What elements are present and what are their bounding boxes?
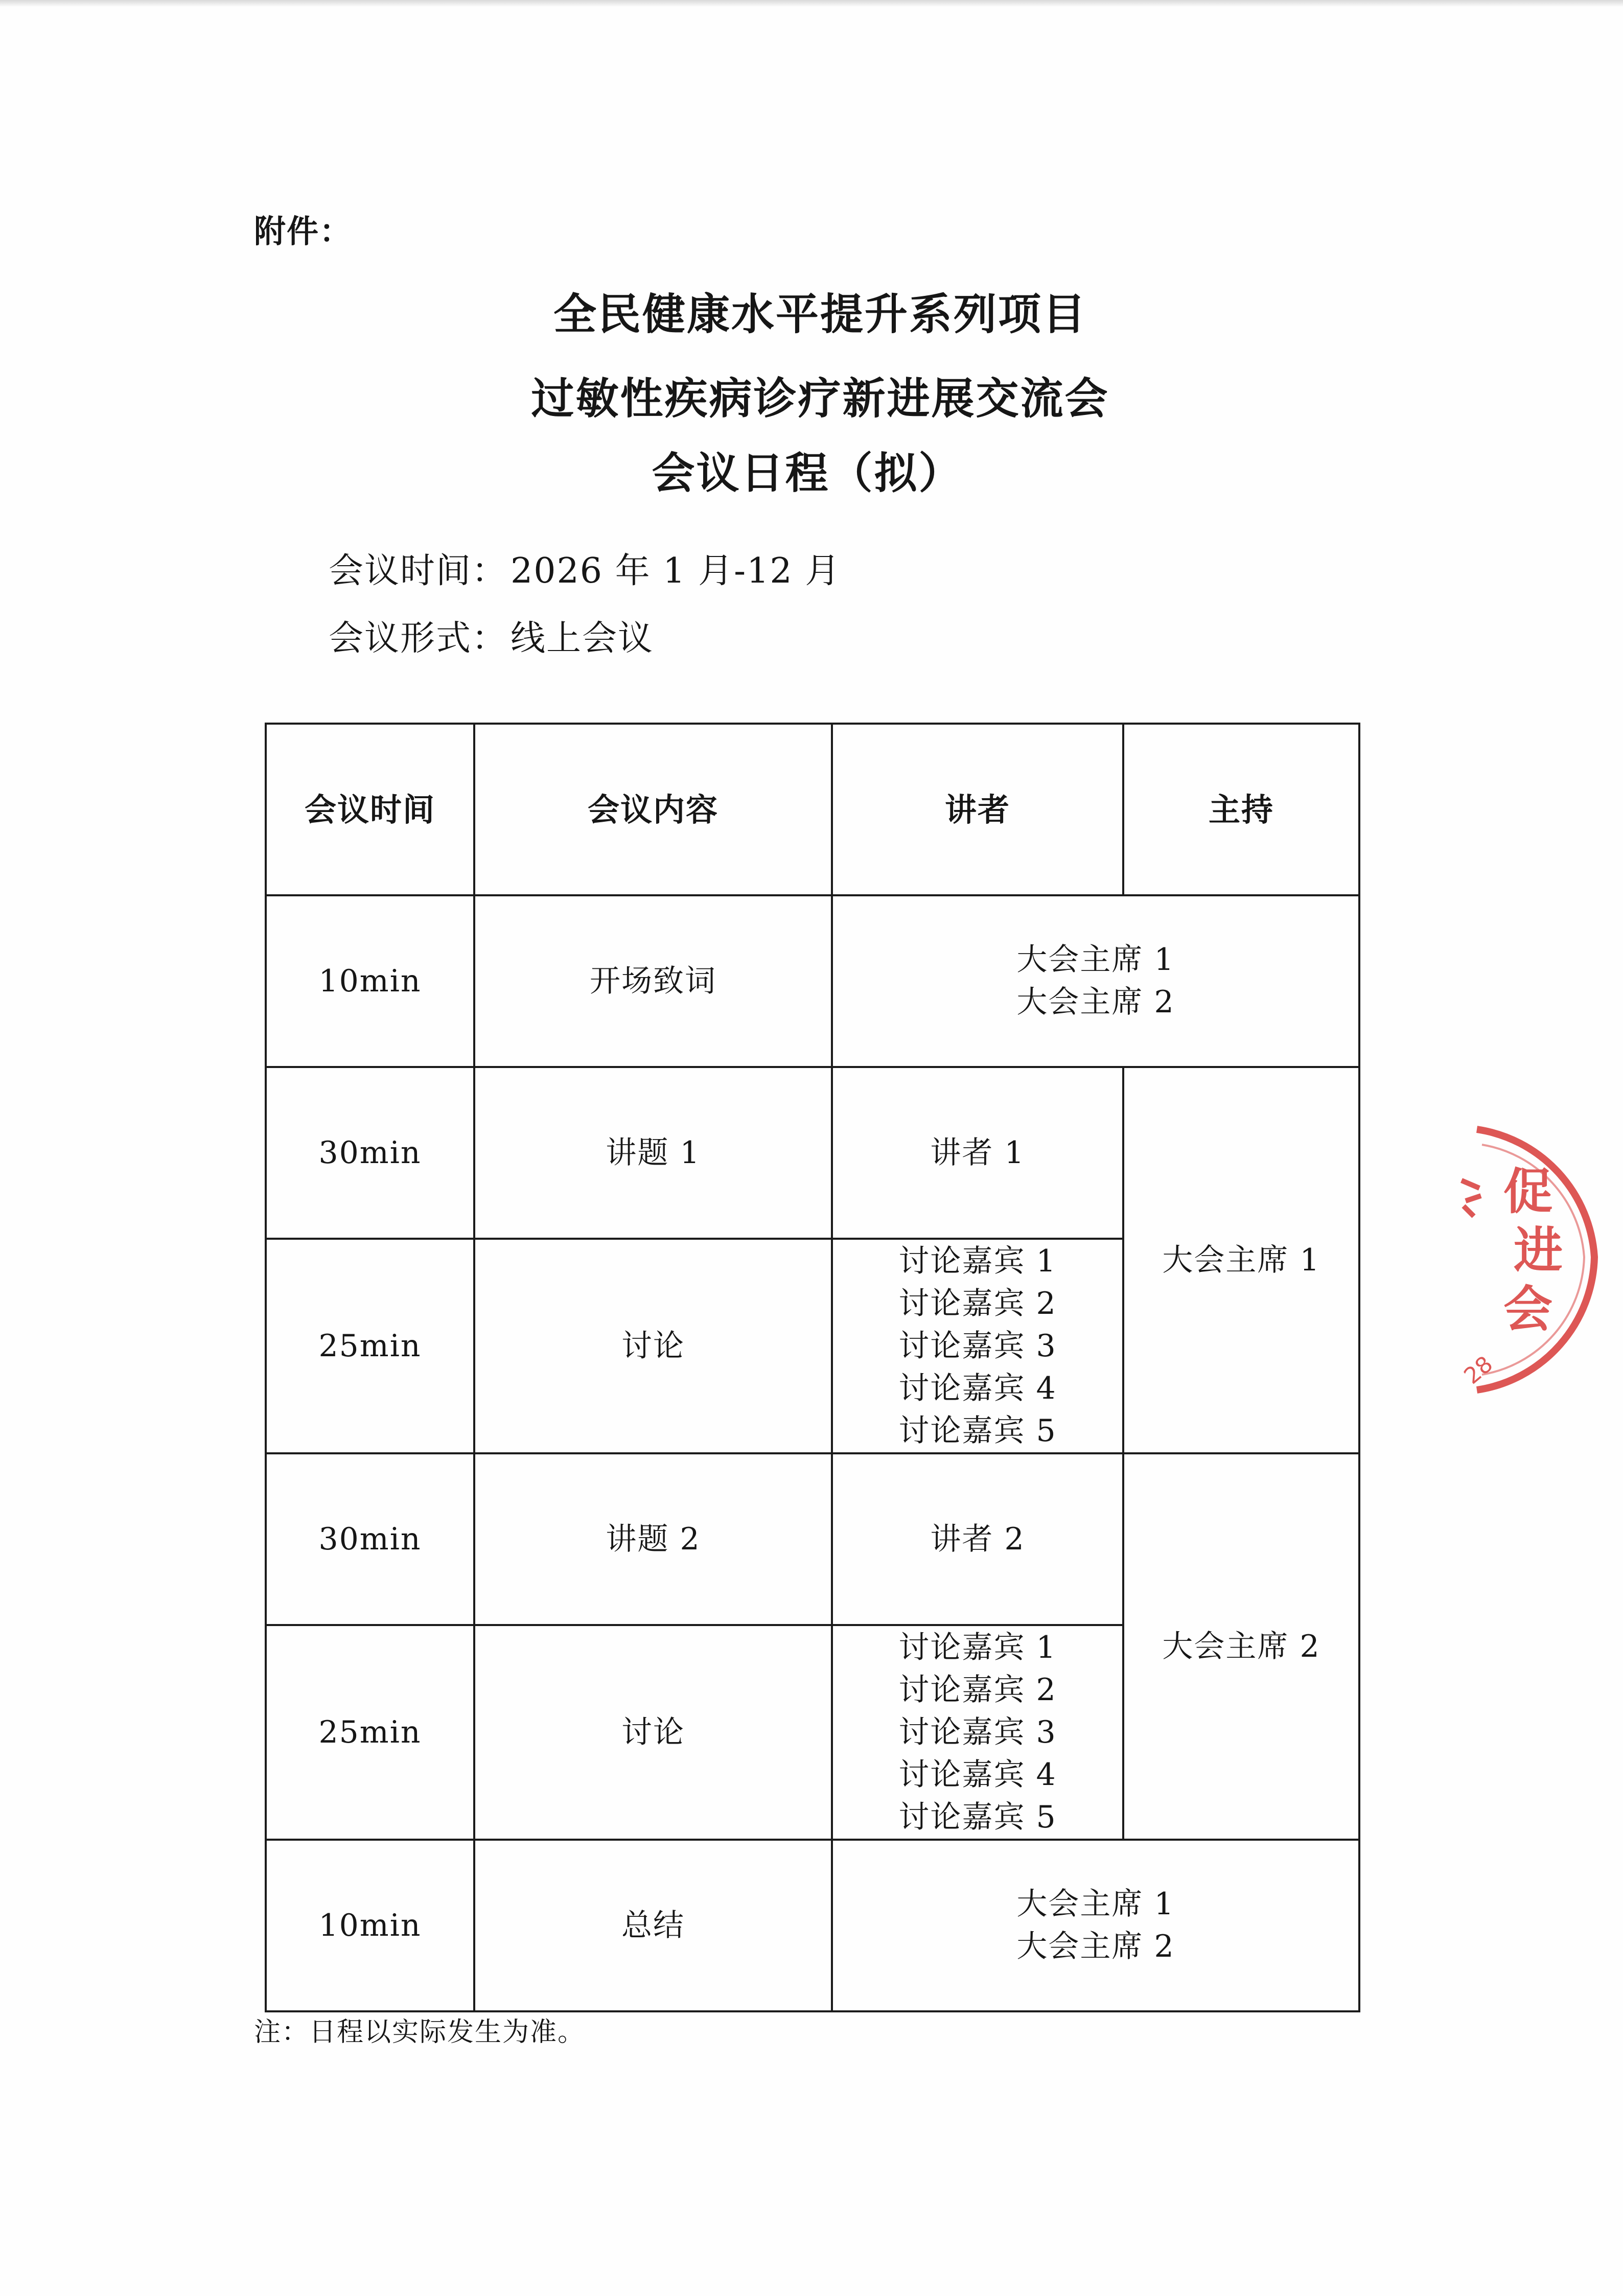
meeting-format-value: 线上会议: [511, 618, 654, 659]
attachment-label: 附件：: [254, 213, 353, 250]
cell-content: 开场致词: [474, 895, 832, 1067]
cell-content: 讨论: [474, 1625, 832, 1840]
cell-host: 大会主席 1: [1123, 1067, 1359, 1453]
footnote: 注：日程以实际发生为准。: [254, 2017, 586, 2048]
cell-content: 总结: [474, 1840, 832, 2011]
guest-name: 讨论嘉宾 3: [898, 1328, 1057, 1364]
meeting-time-label: 会议时间：: [329, 551, 508, 591]
table-row: [266, 895, 1359, 1067]
cell-time: 10min: [266, 1840, 474, 2011]
chair-name: 大会主席 2: [1016, 984, 1175, 1020]
meeting-format-line: [329, 616, 654, 662]
scan-edge: [0, 0, 1623, 7]
chair-name: 大会主席 1: [1016, 942, 1175, 978]
cell-speaker-host-merged: [832, 895, 1359, 1067]
seal-partial-char: [1462, 1180, 1481, 1216]
cell-discussion-guests: [832, 1239, 1123, 1453]
header-content: 会议内容: [474, 724, 832, 895]
cell-discussion-guests: [832, 1625, 1123, 1840]
header-speaker: 讲者: [832, 724, 1123, 895]
seal-text: [1503, 1163, 1580, 1338]
header-time: 会议时间: [266, 724, 474, 895]
meeting-format-label: 会议形式：: [329, 618, 508, 659]
guest-name: 讨论嘉宾 2: [898, 1672, 1057, 1708]
cell-host: 大会主席 2: [1123, 1453, 1359, 1840]
seal-char: 进: [1514, 1221, 1563, 1279]
seal-char: 会: [1503, 1280, 1552, 1338]
guest-name: 讨论嘉宾 3: [898, 1714, 1057, 1750]
cell-time: 30min: [266, 1453, 474, 1625]
meeting-time-value: 2026 年 1 月-12 月: [511, 551, 841, 591]
title-line-1: 全民健康水平提升系列项目: [553, 289, 1087, 339]
cell-speaker-host-merged: [832, 1840, 1359, 2011]
cell-content: 讲题 1: [474, 1067, 832, 1239]
cell-speaker: 讲者 2: [832, 1453, 1123, 1625]
title-line-2: 过敏性疾病诊疗新进展交流会: [531, 374, 1109, 424]
cell-time: 25min: [266, 1625, 474, 1840]
guest-name: 讨论嘉宾 4: [898, 1756, 1057, 1793]
table-header-row: [266, 724, 1359, 895]
cell-time: 25min: [266, 1239, 474, 1453]
guest-name: 讨论嘉宾 5: [898, 1799, 1057, 1835]
title-line-3: 会议日程（拟）: [652, 448, 963, 498]
guest-name: 讨论嘉宾 2: [898, 1285, 1057, 1321]
table-row: [266, 1453, 1359, 1625]
seal-number: 28: [1459, 1351, 1498, 1389]
cell-content: 讲题 2: [474, 1453, 832, 1625]
table-row: [266, 1840, 1359, 2011]
chair-name: 大会主席 2: [1016, 1929, 1175, 1964]
seal-char: 促: [1503, 1163, 1552, 1220]
cell-speaker: 讲者 1: [832, 1067, 1123, 1239]
chair-name: 大会主席 1: [1016, 1886, 1175, 1922]
table-row: [266, 1067, 1359, 1239]
guest-name: 讨论嘉宾 4: [898, 1370, 1057, 1406]
guest-name: 讨论嘉宾 1: [898, 1629, 1057, 1665]
guest-name: 讨论嘉宾 5: [898, 1412, 1057, 1449]
cell-time: 10min: [266, 895, 474, 1067]
schedule-table: [265, 723, 1360, 2012]
official-seal-stamp: [1456, 1104, 1620, 1410]
header-host: 主持: [1123, 724, 1359, 895]
cell-content: 讨论: [474, 1239, 832, 1453]
guest-name: 讨论嘉宾 1: [898, 1243, 1057, 1279]
meeting-time-line: [329, 548, 841, 594]
cell-time: 30min: [266, 1067, 474, 1239]
